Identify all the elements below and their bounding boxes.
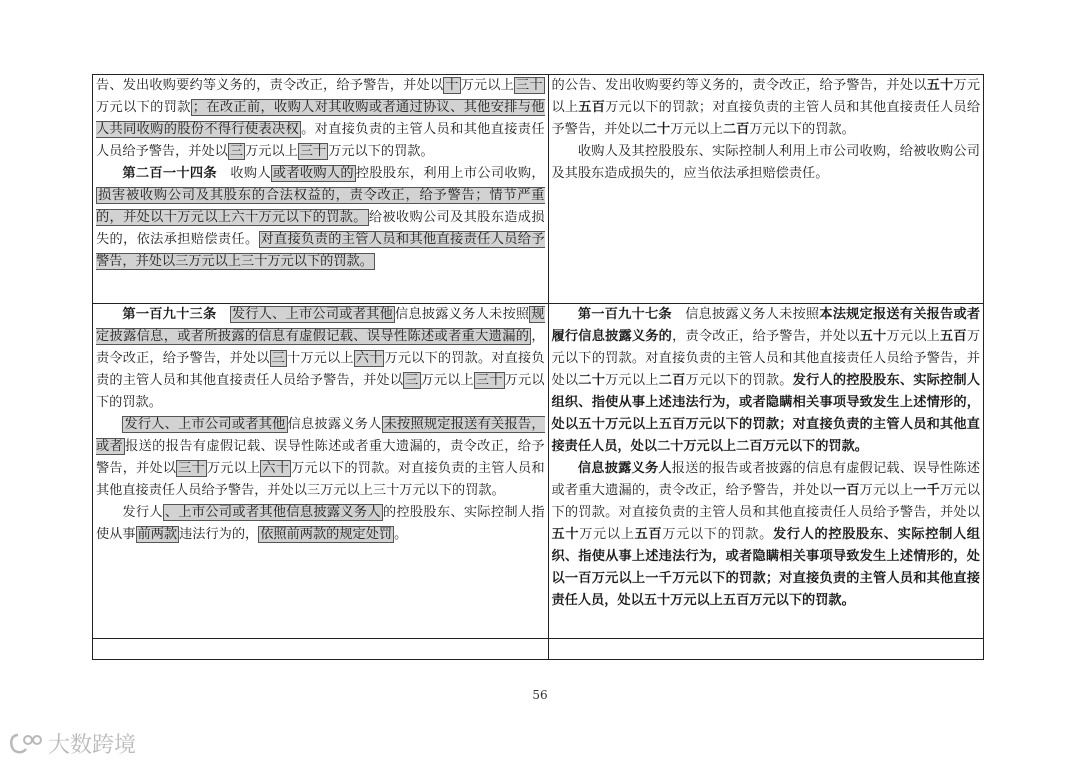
text-run: 万元以下的罚款。对直接负责的主管人员和其他直接责任人员给予警告，并处以 (96, 351, 545, 388)
highlighted-text: 或者收购人的 (272, 166, 354, 181)
bold-text: 二百 (658, 373, 686, 388)
empty-cell (548, 639, 984, 660)
text-run: 万元以下的罚款。 (749, 122, 855, 137)
page-number: 56 (532, 688, 548, 702)
bold-text: 五十 (926, 78, 954, 93)
text-run: 万元以下的罚款。 (662, 527, 773, 542)
text-run: 违法行为的， (179, 527, 259, 542)
bold-text: 五十 (551, 527, 580, 542)
highlighted-text: 发行人、上市公司或者其他 (124, 417, 286, 432)
highlighted-text: 损害被收购公司及其股东的合法权益的，责令改正，给予警告；情节严重的，并处以十万元以上六十万元以下的罚款。 (96, 188, 545, 225)
bold-text: 一百 (832, 483, 860, 498)
table-row (93, 639, 984, 660)
watermark (8, 728, 136, 759)
text-run: 信息披露义务人 (287, 417, 382, 432)
text-run: ，责令改正，给予警告，并处以 (672, 329, 860, 344)
bold-text: 二十 (578, 373, 606, 388)
highlighted-text: 三 (229, 144, 244, 159)
bold-text: 五十 (859, 329, 887, 344)
text-run: 万元以上 (206, 461, 261, 476)
text-run: ，责令改正，给予警告，并处以 (96, 329, 545, 366)
highlighted-text: 规定披露信息，或者所披露的信息有虚假记载、误导性陈述或者重大遗漏的 (96, 307, 545, 344)
bold-text: 发行人的控股股东、实际控制人组织、指使从事上述违法行为，或者隐瞒相关事项导致发生上述情形的，处以一百万元以上一千万元以下的罚款；对直接负责的主管人员和其他直接责任人员，处以五十万元以上五百万元以下的罚款。 (551, 527, 980, 608)
text-run: 万元以上 (859, 483, 914, 498)
new-text-cell (548, 304, 984, 639)
paragraph (96, 502, 545, 546)
bold-text: 本法规定报送有关报告或者履行信息披露义务的 (551, 307, 981, 344)
text-run: 万元以上 (670, 122, 723, 137)
highlighted-text: 三十 (178, 461, 205, 476)
watermark-text: 大数跨境 (48, 733, 137, 758)
text-run: 万元以上 (886, 329, 941, 344)
paragraph (96, 304, 545, 414)
highlighted-text: 未按照规定报送有关报告，或者 (96, 417, 545, 454)
table-row (93, 304, 984, 639)
bold-text: 二百 (722, 122, 750, 137)
empty-cell (93, 639, 549, 660)
text-run: 万元以下的罚款。对直接负责的主管人员和其他直接责任人员给予警告，并处以 (551, 483, 981, 520)
text-run: 。 (394, 527, 408, 542)
article-number: 第一百九十三条 (122, 307, 217, 322)
bold-text: 五百 (578, 100, 606, 115)
old-text-cell (93, 75, 549, 304)
text-run: 报送的报告或者披露的信息有虚假记载、误导性陈述或者重大遗漏的，责令改正，给予警告，并处以 (551, 461, 981, 498)
text-run: 十万元以上 (286, 351, 354, 366)
text-run: 万元以上 (245, 144, 298, 159)
paragraph: 收购人及其控股股东、实际控制人利用上市公司收购，给被收购公司及其股东造成损失的，应当依法承担赔偿责任。 (551, 144, 980, 181)
bold-text: 信息披露义务人 (577, 461, 672, 476)
paragraph (96, 163, 545, 273)
bold-text: 五百 (634, 527, 663, 542)
watermark-logo-icon (8, 731, 44, 757)
text-run: 万元以下的罚款；对直接负责的主管人员和其他直接责任人员给予警告，并处以 (551, 100, 981, 137)
text-run: 万元以上 (579, 527, 635, 542)
text-run: 。对直接负责的主管人员和其他直接责任人员给予警告，并处以 (96, 122, 545, 159)
text-run: 报送的报告有虚假记载、误导性陈述或者重大遗漏的，责令改正，给予警告，并处以 (96, 439, 545, 476)
paragraph (552, 75, 981, 141)
text-run: 万元以下的罚款。对直接负责的主管人员和其他直接责任人员给予警告，并处以 (551, 329, 981, 388)
text-run: 控股股东，利用上市公司收购， (355, 166, 545, 181)
highlighted-text: 三十 (475, 373, 503, 388)
text-run: 万元以下的罚款 (96, 100, 191, 115)
bold-text: 五百 (940, 329, 967, 344)
highlighted-text: 对直接负责的主管人员和其他直接责任人员给予警告，并处以三万元以上三十万元以下的罚款。 (96, 232, 545, 269)
text-run: 万元以下的罚款。 (685, 373, 793, 388)
bold-text: 发行人的控股股东、实际控制人组织、指使从事上述违法行为，或者隐瞒相关事项导致发生上述情形的，处以五十万元以上五百万元以下的罚款；对直接负责的主管人员和其他直接责任人员，处以二十万元以上二百万元以下的罚款。 (551, 373, 981, 454)
new-text-cell (548, 75, 984, 304)
table-row (93, 75, 984, 304)
article-number: 第一百九十七条 (577, 307, 672, 322)
comparison-table (92, 74, 984, 660)
highlighted-text: 发行人、上市公司或者其他 (231, 307, 394, 322)
highlighted-text: 、上市公司或者其他信息披露义务人 (164, 505, 381, 520)
highlighted-text: 六十 (262, 461, 289, 476)
text-run: 告、发出收购要约等义务的，责令改正，给予警告，并处以 (96, 78, 444, 93)
text-run: 万元以上 (420, 373, 474, 388)
bold-text: 二十 (643, 122, 671, 137)
text-run: 信息披露义务人未按照 (395, 307, 530, 322)
text-run: 万元以上 (551, 78, 981, 115)
text-run: 万元以上 (605, 373, 659, 388)
bold-text: 一千 (913, 483, 941, 498)
text-run: 给被收购公司及其股东造成损失的，依法承担赔偿责任。 (96, 210, 545, 247)
text-run: 的控股股东、实际控制人指使从事 (96, 505, 545, 542)
text-run: 万元以上 (460, 78, 514, 93)
text-run: 万元以下的罚款。 (96, 373, 545, 410)
paragraph (552, 458, 981, 612)
highlighted-text: 三十 (515, 78, 543, 93)
highlighted-text: ；在改正前，收购人对其收购或者通过协议、其他安排与他人共同收购的股份不得行使表决权 (96, 100, 545, 137)
highlighted-text: 三 (271, 351, 285, 366)
highlighted-text: 依照前两款的规定处罚 (260, 527, 393, 542)
paragraph (552, 304, 981, 458)
text-run: 的公告、发出收购要约等义务的，责令改正，给予警告，并处以 (551, 78, 927, 93)
highlighted-text: 前两款 (137, 527, 178, 542)
paragraph (96, 414, 545, 502)
text-run: 信息披露义务人未按照 (685, 307, 820, 322)
highlighted-text: 十 (445, 78, 459, 93)
paragraph (96, 75, 545, 163)
highlighted-text: 六十 (355, 351, 383, 366)
text-run: 万元以下的罚款。对直接负责的主管人员和其他直接责任人员给予警告，并处以三万元以上三十万元以下的罚款。 (96, 461, 545, 498)
old-text-cell (93, 304, 549, 639)
text-run: 收购人 (230, 166, 271, 181)
highlighted-text: 三 (405, 373, 419, 388)
article-number: 第二百一十四条 (122, 166, 217, 181)
highlighted-text: 三十 (299, 144, 327, 159)
text-run: 发行人 (122, 505, 163, 520)
text-run: 万元以下的罚款。 (328, 144, 434, 159)
